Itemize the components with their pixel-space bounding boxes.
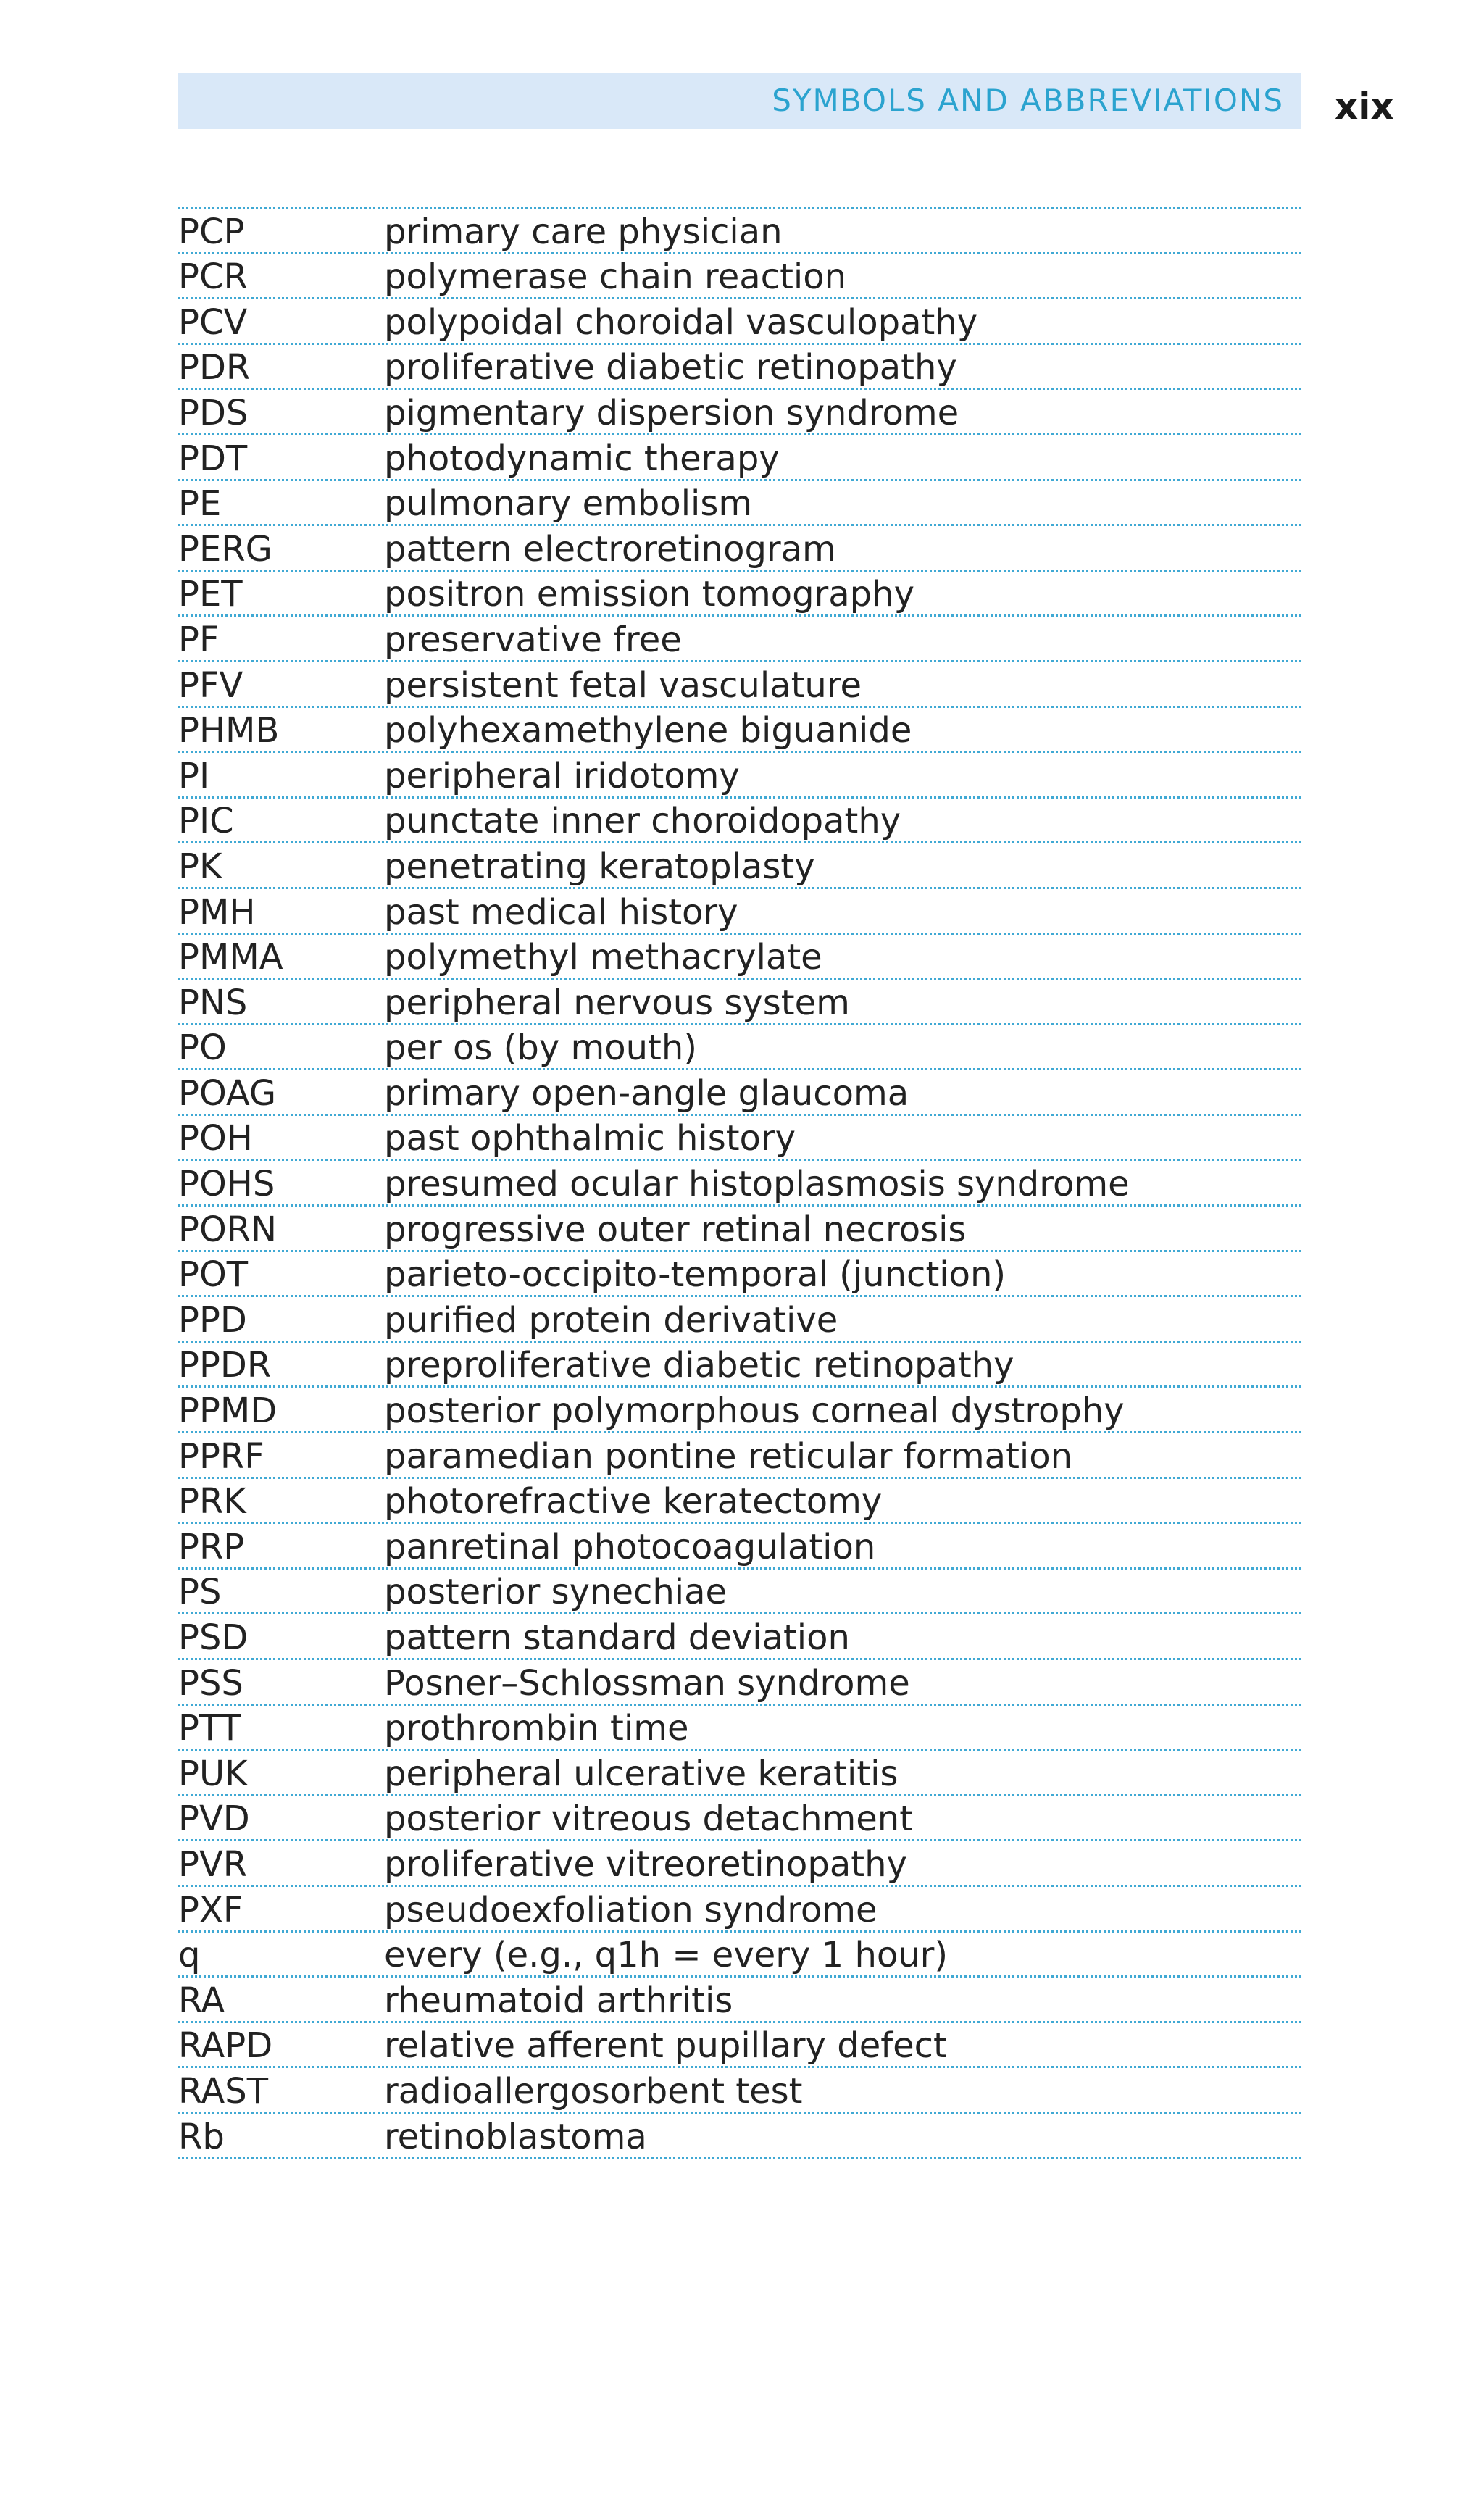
- abbreviation-term: PE: [178, 483, 222, 525]
- abbreviation-definition: photodynamic therapy: [384, 438, 780, 479]
- abbreviation-row: [178, 1025, 1301, 1071]
- abbreviation-definition: presumed ocular histoplasmosis syndrome: [384, 1164, 1130, 1205]
- abbreviation-term: PSS: [178, 1662, 243, 1704]
- page-number: xix: [1335, 86, 1394, 128]
- abbreviation-term: PORN: [178, 1209, 277, 1250]
- abbreviation-term: PPMD: [178, 1391, 278, 1432]
- abbreviation-term: PHMB: [178, 710, 280, 751]
- abbreviation-row: [178, 2068, 1301, 2114]
- abbreviation-definition: prothrombin time: [384, 1708, 689, 1749]
- abbreviation-row: [178, 209, 1301, 254]
- abbreviation-definition: posterior polymorphous corneal dystrophy: [384, 1391, 1125, 1432]
- abbreviation-term: PK: [178, 846, 222, 887]
- abbreviation-term: PVD: [178, 1799, 250, 1840]
- abbreviation-row: [178, 1933, 1301, 1978]
- abbreviation-definition: positron emission tomography: [384, 574, 914, 615]
- abbreviation-term: Rb: [178, 2116, 225, 2157]
- abbreviation-row: [178, 935, 1301, 980]
- abbreviation-definition: polymethyl methacrylate: [384, 937, 822, 978]
- abbreviation-definition: primary open-angle glaucoma: [384, 1072, 909, 1114]
- abbreviation-definition: radioallergosorbent test: [384, 2070, 803, 2112]
- abbreviation-row: [178, 345, 1301, 391]
- running-header: [178, 73, 1301, 129]
- abbreviation-definition: rheumatoid arthritis: [384, 1980, 733, 2021]
- abbreviation-definition: posterior synechiae: [384, 1572, 728, 1613]
- abbreviation-definition: parieto-occipito-temporal (junction): [384, 1254, 1006, 1296]
- abbreviation-term: PCP: [178, 211, 245, 252]
- abbreviation-term: PO: [178, 1028, 227, 1069]
- abbreviation-definition: past ophthalmic history: [384, 1118, 796, 1159]
- abbreviation-row: [178, 980, 1301, 1025]
- abbreviation-term: PXF: [178, 1889, 243, 1930]
- abbreviation-definition: polymerase chain reaction: [384, 257, 847, 298]
- abbreviation-term: PPRF: [178, 1435, 264, 1477]
- abbreviation-definition: past medical history: [384, 891, 738, 933]
- abbreviation-term: PF: [178, 619, 220, 660]
- abbreviation-row: [178, 617, 1301, 662]
- abbreviation-term: PUK: [178, 1753, 248, 1794]
- abbreviation-term: POH: [178, 1118, 253, 1159]
- abbreviation-term: RAST: [178, 2070, 269, 2112]
- abbreviation-definition: posterior vitreous detachment: [384, 1799, 914, 1840]
- abbreviation-row: [178, 1841, 1301, 1887]
- abbreviation-row: [178, 1614, 1301, 1660]
- abbreviation-term: PRK: [178, 1481, 246, 1522]
- abbreviation-row: [178, 481, 1301, 527]
- abbreviation-row: [178, 1070, 1301, 1116]
- abbreviation-term: q: [178, 1935, 201, 1976]
- abbreviation-term: PFV: [178, 664, 243, 706]
- abbreviation-row: [178, 1343, 1301, 1388]
- abbreviation-term: PTT: [178, 1708, 241, 1749]
- abbreviation-definition: polyhexamethylene biguanide: [384, 710, 912, 751]
- abbreviation-definition: panretinal photocoagulation: [384, 1526, 876, 1567]
- abbreviation-row: [178, 1161, 1301, 1207]
- abbreviation-definition: photorefractive keratectomy: [384, 1481, 883, 1522]
- abbreviation-row: [178, 435, 1301, 481]
- abbreviation-definition: paramedian pontine reticular formation: [384, 1435, 1073, 1477]
- abbreviation-row: [178, 572, 1301, 617]
- abbreviation-term: PET: [178, 574, 243, 615]
- abbreviation-row: [178, 1796, 1301, 1842]
- abbreviation-definition: pattern electroretinogram: [384, 528, 836, 570]
- abbreviation-term: PDT: [178, 438, 248, 479]
- abbreviation-row: [178, 299, 1301, 345]
- abbreviation-definition: polypoidal choroidal vasculopathy: [384, 301, 978, 343]
- section-title: SYMBOLS AND ABBREVIATIONS: [772, 83, 1284, 118]
- abbreviation-row: [178, 753, 1301, 799]
- abbreviation-row: [178, 1207, 1301, 1252]
- abbreviation-definition: penetrating keratoplasty: [384, 846, 815, 887]
- abbreviation-term: PERG: [178, 528, 272, 570]
- abbreviation-row: [178, 1297, 1301, 1343]
- abbreviation-row: [178, 843, 1301, 889]
- abbreviation-term: PSD: [178, 1617, 249, 1658]
- abbreviation-definition: peripheral ulcerative keratitis: [384, 1753, 899, 1794]
- abbreviation-term: PPD: [178, 1299, 247, 1341]
- abbreviation-term: PPDR: [178, 1345, 272, 1386]
- abbreviation-row: [178, 1479, 1301, 1525]
- abbreviation-term: PNS: [178, 982, 248, 1023]
- abbreviation-definition: peripheral iridotomy: [384, 755, 740, 796]
- abbreviation-definition: pattern standard deviation: [384, 1617, 850, 1658]
- abbreviation-definition: preservative free: [384, 619, 682, 660]
- abbreviation-definition: proliferative diabetic retinopathy: [384, 347, 957, 388]
- abbreviation-definition: primary care physician: [384, 211, 783, 252]
- abbreviation-term: PCV: [178, 301, 248, 343]
- abbreviation-row: [178, 1751, 1301, 1796]
- abbreviation-definition: progressive outer retinal necrosis: [384, 1209, 967, 1250]
- abbreviation-definition: proliferative vitreoretinopathy: [384, 1843, 907, 1885]
- abbreviation-row: [178, 1660, 1301, 1706]
- abbreviation-row: [178, 2114, 1301, 2159]
- abbreviation-row: [178, 526, 1301, 572]
- abbreviation-term: RA: [178, 1980, 225, 2021]
- abbreviation-row: [178, 1116, 1301, 1162]
- abbreviation-row: [178, 1978, 1301, 2023]
- abbreviation-definition: pigmentary dispersion syndrome: [384, 392, 959, 433]
- abbreviation-row: [178, 254, 1301, 300]
- abbreviation-term: PRP: [178, 1526, 245, 1567]
- abbreviation-definition: retinoblastoma: [384, 2116, 647, 2157]
- abbreviation-definition: punctate inner choroidopathy: [384, 801, 901, 842]
- abbreviation-term: PCR: [178, 257, 248, 298]
- abbreviation-term: PMH: [178, 891, 256, 933]
- abbreviation-row: [178, 889, 1301, 935]
- abbreviation-definition: relative afferent pupillary defect: [384, 2025, 947, 2067]
- abbreviation-term: RAPD: [178, 2025, 273, 2067]
- abbreviation-definition: peripheral nervous system: [384, 982, 850, 1023]
- abbreviation-term: PIC: [178, 801, 234, 842]
- abbreviation-row: [178, 390, 1301, 435]
- abbreviation-term: POAG: [178, 1072, 277, 1114]
- abbreviation-term: PS: [178, 1572, 222, 1613]
- abbreviation-row: [178, 1388, 1301, 1433]
- abbreviation-term: POT: [178, 1254, 249, 1296]
- abbreviation-term: POHS: [178, 1164, 275, 1205]
- abbreviation-definition: Posner–Schlossman syndrome: [384, 1662, 910, 1704]
- abbreviation-row: [178, 1252, 1301, 1298]
- abbreviation-definition: per os (by mouth): [384, 1028, 697, 1069]
- abbreviation-row: [178, 1570, 1301, 1615]
- abbreviation-row: [178, 1887, 1301, 1933]
- abbreviation-definition: pulmonary embolism: [384, 483, 753, 525]
- abbreviation-row: [178, 799, 1301, 844]
- abbreviation-definition: pseudoexfoliation syndrome: [384, 1889, 878, 1930]
- abbreviation-definition: persistent fetal vasculature: [384, 664, 862, 706]
- abbreviation-definition: every (e.g., q1h = every 1 hour): [384, 1935, 949, 1976]
- abbreviation-term: PDR: [178, 347, 251, 388]
- abbreviation-list: [178, 207, 1301, 2159]
- abbreviation-definition: purified protein derivative: [384, 1299, 838, 1341]
- abbreviation-row: [178, 1706, 1301, 1751]
- abbreviation-term: PVR: [178, 1843, 248, 1885]
- abbreviation-row: [178, 662, 1301, 708]
- abbreviation-row: [178, 1524, 1301, 1570]
- abbreviation-term: PI: [178, 755, 210, 796]
- abbreviation-row: [178, 708, 1301, 754]
- abbreviation-row: [178, 2023, 1301, 2069]
- abbreviation-term: PDS: [178, 392, 249, 433]
- abbreviation-term: PMMA: [178, 937, 283, 978]
- abbreviation-definition: preproliferative diabetic retinopathy: [384, 1345, 1014, 1386]
- abbreviation-row: [178, 1433, 1301, 1479]
